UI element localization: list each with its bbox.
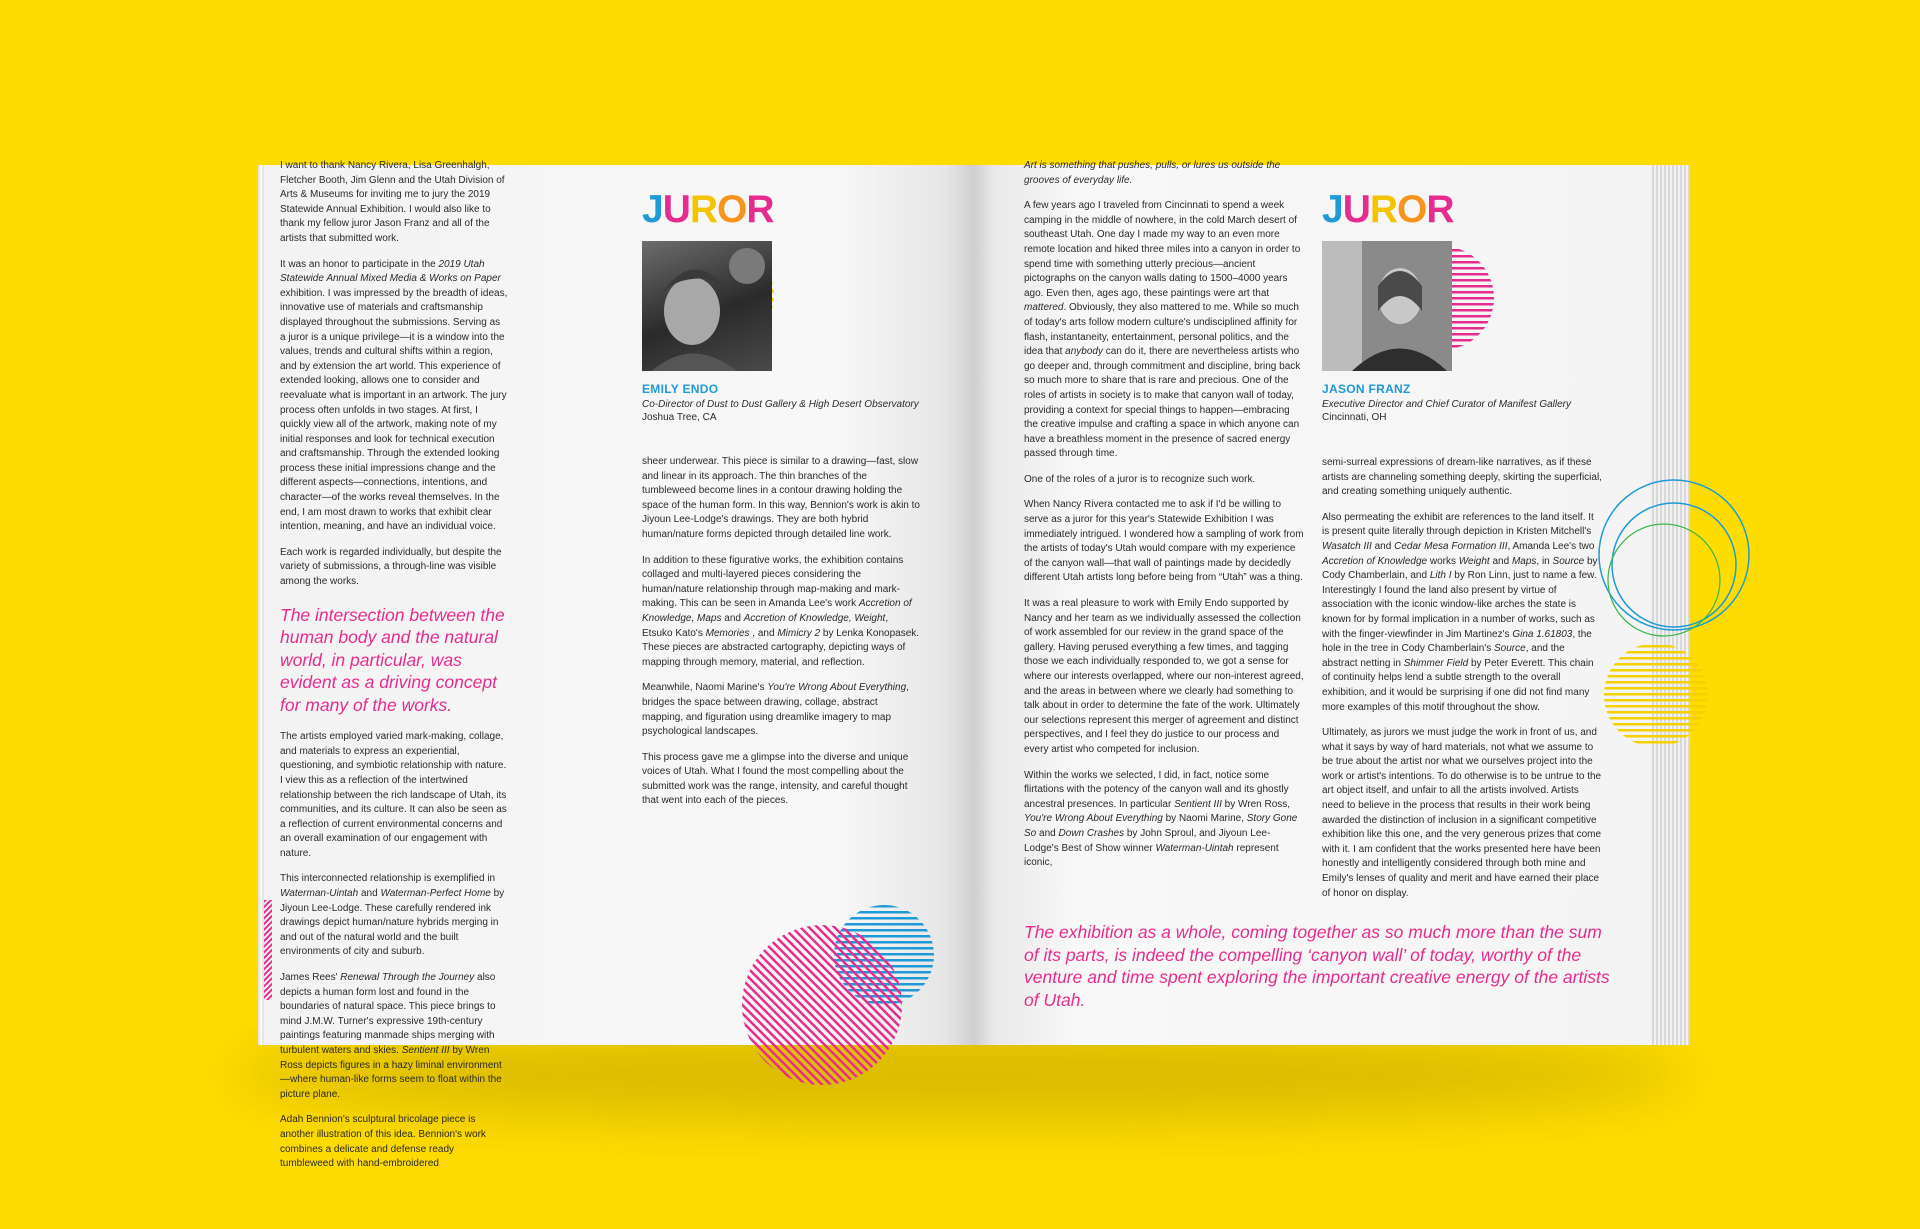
paragraph: semi-surreal expressions of dream-like narratives, as if these artists are channeling something deeply, skirting the superficial, and creating something uniquely authentic. [1322,457,1602,498]
paragraph: When Nancy Rivera contacted me to ask if I'd be willing to serve as a juror for this year's Statewide Exhibition I was immediately intrigued. I wondered how a sampling of work from the artists of today's Utah would compare with my experience of the canyon wall—that wall of paintings made by decidedly different Utah artists long before being from “Utah” was a thing. [1024,499,1304,584]
pink-blue-striped-circles [734,905,954,1045]
epigraph: Art is something that pushes, pulls, or lures us outside the grooves of everyday life. [1024,160,1281,186]
juror-name: EMILY ENDO [642,382,719,396]
left-page [264,160,974,1170]
paragraph: Also permeating the exhibit are references to the land itself. It is present quite literally through depiction in Kristen Mitchell's Wasatch III and Cedar Mesa Formation III, Amanda Lee's two Accretion of Knowledge works Weight and Maps, in Source by Cody Chamberlain, and Lith I by Ron Linn, just to name a few. Interestingly I found the land also present by virtue of association with the iconic window-like arches the state is known for by formal implication in a number of works, such as with the finger-viewfinder in Jim Martinez's Gina 1.61803, the hole in the tree in Cody Chamberlain's Source, and the abstract netting in Shimmer Field by Peter Everett. This chain of continuity helps lend a subtle strength to the overall exhibition, and it would be surprising if one did not find many more examples of this motif throughout the show. [1322,511,1598,713]
paragraph: James Rees' Renewal Through the Journey also depicts a human form lost and found in the boundaries of natural space. This piece brings to mind J.M.W. Turner's expressive 19th-century paintings featuring manmade ships merging with turbulent waters and skies. Sentient III by Wren Ross depicts figures in a hazy liminal environment—where human-like forms seem to float within the picture plane. [280,972,502,1100]
paragraph: The artists employed varied mark-making, collage, and materials to express an experiential, questioning, and symbiotic relationship with nature. I view this as a reflection of the intertwined relationship between the rich landscape of Utah, its communities, and its culture. It can also be seen as a reflection of current environmental concerns and an overall examination of our engagement with nature. [280,731,507,859]
juror-location: Cincinnati, OH [1322,412,1387,423]
paragraph: Meanwhile, Naomi Marine's You're Wrong About Everything, bridges the space between drawing, collage, abstract mapping, and figuration using dreamlike imagery to map psychological landscapes. [642,682,909,738]
paragraph: It was an honor to participate in the 2019 Utah Statewide Annual Mixed Media & Works on Paper exhibition. I was impressed by the breadth of ideas, innovative use of materials and craftsmanship displayed throughout the submissions. Serving as a juror is a unique privilege—it is a window into the values, trends and cultural shifts within a region, and by extension the art world. This experience of extended looking, allows one to consider and reevaluate what is important in an artwork. The jury process often unfolds in two stages. At first, I quickly view all of the artwork, making note of my initial responses and look for technical execution and craftsmanship. Through the extended looking process these initial impressions change and the different aspects—connections, intentions, and character—of the works reveal themselves. In the end, I am most drawn to works that exhibit clear intention, meaning, and have an individual voice. [280,258,508,533]
paragraph: I want to thank Nancy Rivera, Lisa Greenhalgh, Fletcher Booth, Jim Glenn and the Utah Division of Arts & Museums for inviting me to jury the 2019 Statewide Annual Exhibition. I would also like to thank my fellow juror Jason Franz and all of the artists that submitted work. [280,160,505,244]
juror-logo: JUROR [642,188,774,231]
pull-quote: The exhibition as a whole, coming together as so much more than the sum of its parts, is indeed the compelling ‘canyon wall’ of today, worthy of the venture and time spent exploring the important creative energy of the artists of Utah. [1024,922,1610,1010]
juror-role: Executive Director and Chief Curator of Manifest Gallery [1322,399,1571,410]
left-edge-stripes [264,900,272,1000]
right-column-2 [1322,456,1602,912]
juror-name: JASON FRANZ [1322,382,1411,396]
paragraph: In addition to these figurative works, the exhibition contains collaged and multi-layered pieces considering the human/nature relationship through map-making and mark-making. This can be seen in Amanda Lee's work Accretion of Knowledge, Maps and Accretion of Knowledge, Weight, Etsuko Kato's Memories , and Mimicry 2 by Lenka Konopasek. These pieces are abstracted cartography, depicting ways of mapping through memory, material, and reflection. [642,554,920,668]
paragraph: Adah Bennion's sculptural bricolage piece is another illustration of this idea. Bennion's work combines a delicate and defense ready tumbleweed with hand-embroidered [280,1114,486,1170]
juror-logo: JUROR [1322,188,1454,231]
paragraph: A few years ago I traveled from Cincinnati to spend a week camping in the middle of nowhere, in the cold March desert of southeast Utah. One day I made my way to an even more remote location and hiked three miles into a canyon in order to spend time with something utterly precious—ancient pictographs on the canyon walls dating to 1500–4000 years ago. Even then, ages ago, these paintings were art that mattered. Obviously, they also mattered to me. While so much of today's arts follow modern culture's undisciplined affinity for flash, instantaneity, entertainment, personal politics, and the idea that anybody can do it, there are nevertheless artists who go deeper and, through commitment and discipline, bring back so much more to share that is rare and precious. One of the roles of artists in society is to make that canyon wall of today, providing a context for special things to happen—embracing the creative impulse and crafting a space in which anyone can have a breathless moment in the presence of sacred energy passed through time. [1024,200,1301,460]
juror-role: Co-Director of Dust to Dust Gallery & High Desert Observatory [642,399,919,410]
right-column-1 [1024,159,1304,882]
paragraph: This interconnected relationship is exemplified in Waterman-Uintah and Waterman-Perfect Home by Jiyoun Lee-Lodge. These carefully rendered ink drawings depict human/nature hybrids merging in and out of the natural world and the built environments of city and suburb. [280,873,505,958]
paragraph: Within the works we selected, I did, in fact, notice some flirtations with the potency of the canyon wall and its ghostly ancestral presences. In particular Sentient III by Wren Ross, You're Wrong About Everything by Naomi Marine, Story Gone So and Down Crashes by John Sproul, and Jiyoun Lee-Lodge's Best of Show winner Waterman-Uintah represent iconic, [1024,769,1298,869]
juror-location: Joshua Tree, CA [642,412,717,423]
left-column-1 [280,159,508,1183]
portrait-silhouette [1322,241,1452,371]
right-page [974,160,1650,1045]
paragraph: Each work is regarded individually, but despite the variety of submissions, a through-line was visible among the works. [280,546,502,588]
pull-quote: The intersection between the human body and the natural world, in particular, was evident as a driving concept for many of the works. [280,604,505,715]
juror-photo-jason-franz [1322,241,1452,371]
paragraph: Ultimately, as jurors we must judge the work in front of us, and what it says by way of hard materials, not what we assume to be true about the artist nor what we ourselves project into the work or artist's intentions. To do otherwise is to be untrue to the art object itself, and unfair to all the artists involved. Artists need to believe in the process that results in their work being awarded the distinction of inclusion in a significant competitive exhibition like this one, and the very generous prizes that come with it. I am confident that the works presented here have been honestly and intelligently considered through both mine and Emily's lenses of quality and merit and have earned their place of honor on display. [1322,727,1602,899]
portrait-silhouette [642,241,772,371]
book-page-edges-right [1648,165,1690,1045]
paragraph: This process gave me a glimpse into the diverse and unique voices of Utah. What I found the most compelling about the submitted work was the range, intensity, and careful thought that went into each of the pieces. [642,751,909,807]
paragraph: sheer underwear. This piece is similar to a drawing—fast, slow and linear in its approach. The thin branches of the tumbleweed become lines in a contour drawing holding the space of the human form. In this way, Bennion's work is akin to Jiyoun Lee-Lodge's drawings. They are both hybrid human/nature forms depicted through detailed line work. [642,456,920,540]
paragraph: One of the roles of a juror is to recognize such work. [1024,473,1256,485]
paragraph: It was a real pleasure to work with Emily Endo supported by Nancy and her team as we individually assessed the collection of work assembled for our review in the grand space of the gallery. Having perused everything a few times, and tagging those we each individually responded to, we got a sense for where our interests overlapped, where our non-interest agreed, and the areas in between where we clearly had something to talk about in order to determine the fate of the work. Ultimately our selections represent this merger of agreement and distinct perspectives, and I feel they do justice to our process and every artist who competed for inclusion. [1024,598,1304,755]
juror-photo-emily-endo [642,241,772,371]
right-edge-circles [1594,465,1650,765]
left-column-2 [642,455,920,820]
